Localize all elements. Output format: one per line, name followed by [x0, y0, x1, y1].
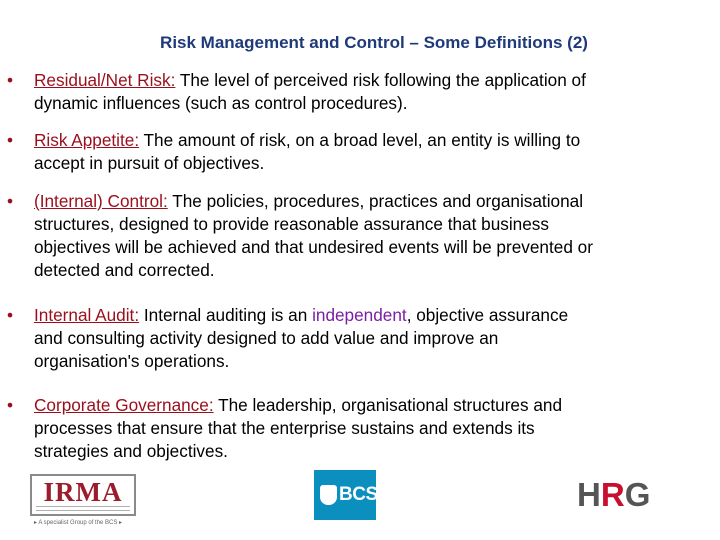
definition-term: Residual/Net Risk:	[34, 70, 176, 90]
definition-term: (Internal) Control:	[34, 191, 168, 211]
bcs-logo	[314, 470, 376, 520]
irma-logo	[30, 474, 136, 516]
irma-logo-text: IRMA	[43, 477, 123, 507]
bullet-marker: •	[7, 130, 14, 150]
definition-text: Residual/Net Risk: The level of perceived risk following the application of dynamic influences (such as control procedures).	[34, 70, 586, 113]
slide-title: Risk Management and Control – Some Definitions (2)	[160, 33, 588, 52]
definition-text: (Internal) Control: The policies, procedures, practices and organisational structures, designed to provide reasonable assurance that business objectives will be achieved and that undesired events will be prevented or detected and corrected.	[34, 191, 593, 280]
bullet-marker: •	[7, 395, 14, 415]
definition-term: Corporate Governance:	[34, 395, 214, 415]
bcs-shield-icon	[320, 485, 337, 505]
definition-term: Risk Appetite:	[34, 130, 140, 150]
definition-text: Internal Audit: Internal auditing is an independent, objective assurance and consulting activity designed to add value and improve an organisation's operations.	[34, 305, 569, 371]
bullet-marker: •	[7, 191, 14, 211]
definition-text: Risk Appetite: The amount of risk, on a broad level, an entity is willing to accept in pursuit of objectives.	[34, 130, 581, 173]
definition-term: Internal Audit:	[34, 305, 140, 325]
irma-logo-rule	[36, 506, 130, 511]
highlighted-word: independent	[312, 305, 407, 325]
bullet-marker: •	[7, 70, 14, 90]
bcs-logo-text: BCS	[339, 484, 378, 505]
bullet-marker: •	[7, 305, 14, 325]
definition-text: Corporate Governance: The leadership, organisational structures and processes that ensure that the enterprise sustains and extends its strategies and objectives.	[34, 395, 563, 461]
irma-tagline: ▸ A specialist Group of the BCS ▸	[34, 520, 123, 526]
hrg-logo: HRG	[577, 476, 651, 513]
